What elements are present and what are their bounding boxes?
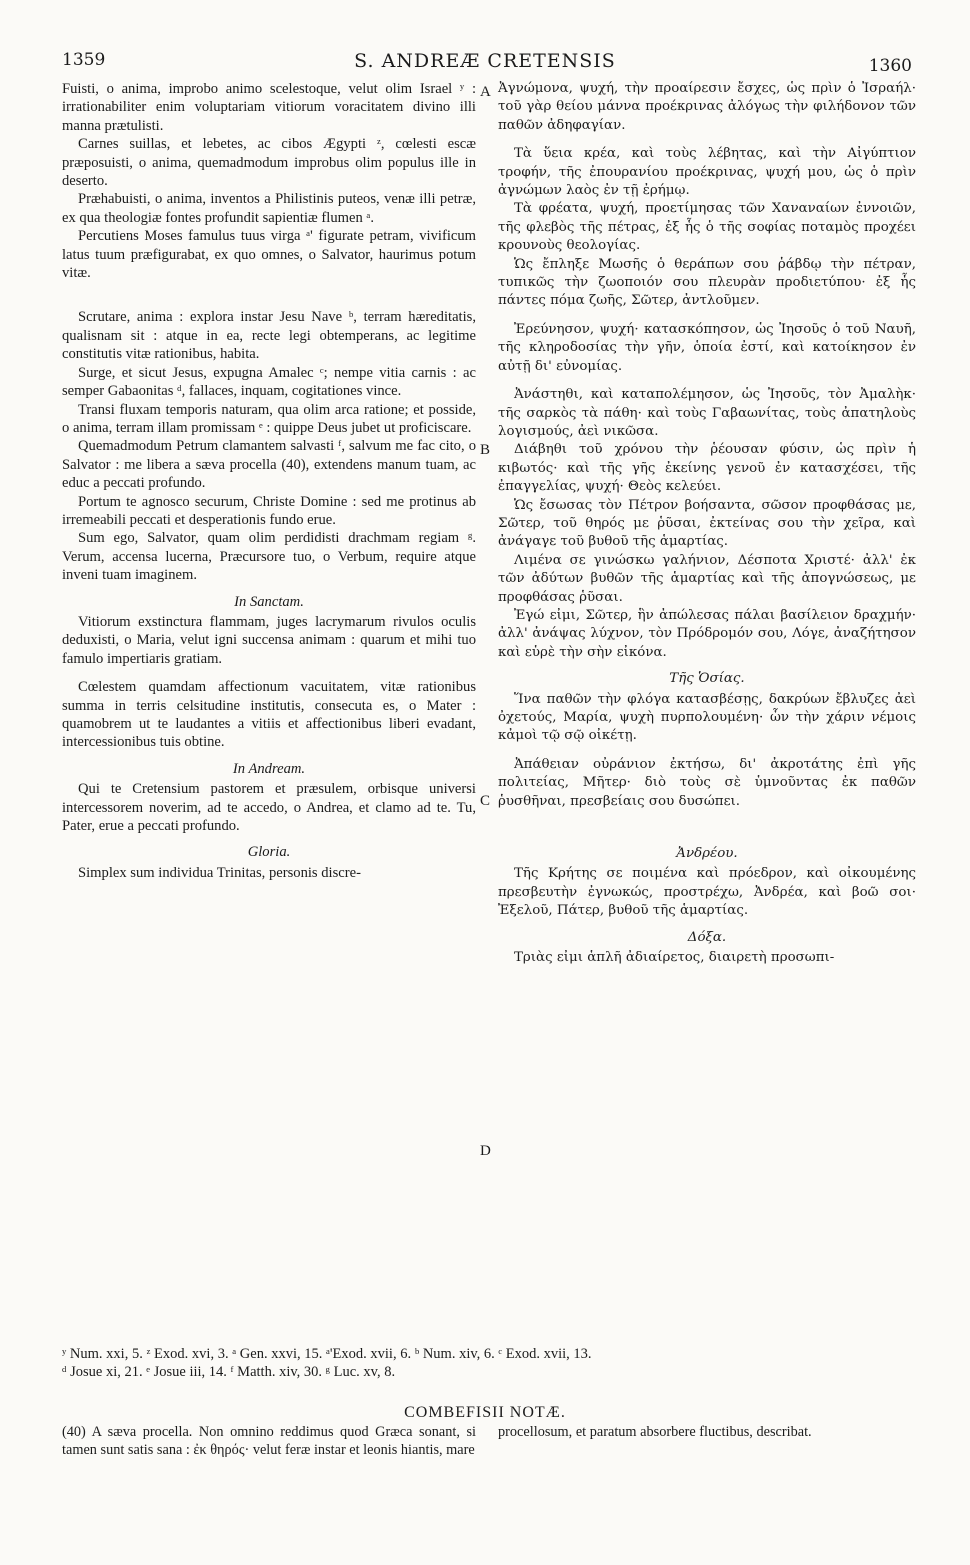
greek-paragraph: Ἐρεύνησον, ψυχή· κατασκόπησον, ὡς Ἰησοῦς ὁ τοῦ Ναυῆ, τῆς κληροδοσίας τὴν γῆν, ὁποία ἐστί, καὶ κατοίκησον ἐν αὐτῇ δι' εὐνομίας.	[498, 321, 916, 374]
latin-paragraph: Carnes suillas, et lebetes, ac cibos Ægypti ᶻ, cœlesti escæ præposuisti, o anima, quemadmodum improbus olim populus ille in deserto.	[62, 136, 476, 190]
greek-paragraph: Διάβηθι τοῦ χρόνου τὴν ῥέουσαν φύσιν, ὡς πρὶν ἡ κιβωτός· καὶ τῆς γῆς ἐκείνης γενοῦ ἐν κατασχέσει, τῆς ἐπαγγελίας, ψυχή· Θεὸς κελεύει.	[498, 442, 916, 495]
section-heading: Ἀνδρέου.	[676, 846, 738, 862]
note-text-right: procellosum, et paratum absorbere fluctibus, describat.	[498, 1424, 812, 1440]
latin-paragraph: Simplex sum individua Trinitas, personis discre-	[78, 864, 361, 881]
latin-column	[62, 80, 476, 882]
latin-paragraph: Vitiorum exstinctura flammam, juges lacrymarum rivulos oculis deduxisti, o Maria, velut igni succensa animam : quarum et mihi tuo famulo impertiaris gratiam.	[62, 613, 476, 667]
section-heading: Δόξα.	[687, 929, 727, 945]
greek-paragraph: Τὰ φρέατα, ψυχή, προετίμησας τῶν Χαναναίων ἐννοιῶν, τῆς φλεβὸς τῆς πέτρας, ἐξ ἧς ὁ τῆς σοφίας ποταμὸς προχέει κρουνοὺς θεολογίας.	[498, 201, 916, 254]
footnotes	[62, 1345, 922, 1381]
margin-letter-c: C	[480, 793, 491, 809]
latin-paragraph: Cœlestem quamdam affectionum vacuitatem, vitæ rationibus summa in terris celsitudine institutis, consecuta es, o Mater : quamobrem ut te laudantes a vitiis et affectionibus liberi evadant, intercessionibus tuis obtine.	[62, 679, 476, 751]
latin-paragraph: Portum te agnosco securum, Christe Domine : sed me protinus ab irremeabili peccati et desperationis fundo erue.	[62, 493, 476, 528]
section-heading: Τῆς Ὁσίας.	[669, 671, 745, 687]
section-heading: Gloria.	[247, 844, 291, 861]
latin-paragraph: Præhabuisti, o anima, inventos a Philistinis puteos, venæ illi petræ, ex qua theologiæ fontes profundit sapientiæ flumen ᵃ.	[62, 191, 476, 226]
margin-letter-d: D	[480, 1143, 491, 1159]
latin-paragraph: Qui te Cretensium pastorem et præsulem, orbisque universi intercessorem noverim, ad te accedo, o Andrea, et clamo ad te. Tu, Pater, erue a peccati profundo.	[62, 781, 476, 835]
greek-paragraph: Τῆς Κρήτης σε ποιμένα καὶ πρόεδρον, καὶ οἰκουμένης πρεσβευτὴν ἐγνωκώς, προστρέχω, Ἀνδρέα, καὶ βοῶ σοι· Ἐξελοῦ, Πάτερ, βυθοῦ τῆς ἁμαρτίας.	[498, 866, 916, 919]
footnote-line: ʸ Num. xxi, 5. ᶻ Exod. xvi, 3. ᵃ Gen. xxvi, 15. ᵃ'Exod. xvii, 6. ᵇ Num. xiv, 6. ᶜ Exod. xvii, 13.	[62, 1346, 592, 1362]
running-title: S. ANDREÆ CRETENSIS	[354, 50, 616, 72]
greek-paragraph: Ἐγώ εἰμι, Σῶτερ, ἣν ἀπώλεσας πάλαι βασίλειον δραχμήν· ἀλλ' ἀνάψας λύχνον, τὸν Πρόδρομόν σου, Λόγε, ἀναζήτησον καὶ εὑρὲ τὴν σὴν εἰκόνα.	[498, 607, 916, 660]
greek-paragraph: Τριὰς εἰμι ἁπλῆ ἀδιαίρετος, διαιρετὴ προσωπι-	[514, 950, 835, 966]
greek-column	[498, 80, 916, 967]
page-header	[0, 50, 970, 76]
greek-paragraph: Ἀγνώμονα, ψυχή, τὴν προαίρεσιν ἔσχες, ὡς πρὶν ὁ Ἰσραήλ· τοῦ γὰρ θείου μάννα προέκρινας ἀλόγως τὴν φιλήδονον τῶν παθῶν ἀδηφαγίαν.	[498, 81, 916, 133]
greek-paragraph: Τὰ ὕεια κρέα, καὶ τοὺς λέβητας, καὶ τὴν Αἰγύπτιον τροφήν, τῆς ἐπουρανίου προέκρινας, ψυχή μου, ὡς ὁ πρὶν ἀγνώμων λαὸς ἐν τῇ ἐρήμῳ.	[498, 146, 916, 199]
latin-paragraph: Scrutare, anima : explora instar Jesu Nave ᵇ, terram hæreditatis, qualisnam sit : atque in ea, recte legi obtemperans, ac legitime constitutis vitæ rationibus, habita.	[62, 309, 476, 363]
page-number-right: 1360	[868, 56, 912, 76]
latin-paragraph: Sum ego, Salvator, quam olim perdidisti drachmam regiam ᵍ. Verum, accensa lucerna, Præcursore tuo, o Verbum, require atque inveni tuam imaginem.	[62, 530, 476, 584]
greek-paragraph: Ὡς ἔπληξε Μωσῆς ὁ θεράπων σου ῥάβδῳ τὴν πέτραν, τυπικῶς τὴν ζωοποιόν σου πλευρὰν προδιετύπου· ἐξ ἧς πάντες πόμα ζωῆς, Σῶτερ, ἀντλοῦμεν.	[498, 256, 916, 309]
footnote-line: ᵈ Josue xi, 21. ᵉ Josue iii, 14. ᶠ Matth. xiv, 30. ᵍ Luc. xv, 8.	[62, 1364, 396, 1380]
page-number-left: 1359	[62, 50, 106, 70]
note-text-left: (40) A sæva procella. Non omnino reddimus quod Græca sonant, si tamen sunt satis sana : ἐκ θηρός· velut feræ instar et leonis hiantis, mare	[62, 1424, 476, 1458]
notes-title: COMBEFISII NOTÆ.	[404, 1404, 566, 1421]
section-heading: In Andream.	[232, 760, 306, 777]
latin-paragraph: Transi fluxam temporis naturam, qua olim arca ratione; et posside, o anima, terram illam promissam ᵉ : quippe Deus jubet ut proficiscare.	[62, 401, 476, 436]
greek-paragraph: Λιμένα σε γινώσκω γαλήνιον, Δέσποτα Χριστέ· ἀλλ' ἐκ τῶν ἀδύτων βυθῶν τῆς ἁμαρτίας καὶ τῆς ἀπογνώσεως, με προφθάσας ῥῦσαι.	[498, 552, 916, 605]
margin-letter-a: A	[480, 84, 491, 100]
latin-paragraph: Quemadmodum Petrum clamantem salvasti ᶠ, salvum me fac cito, o Salvator : me libera a sæva procella (40), extendens manum tuam, ac educ a peccati profundo.	[62, 438, 476, 492]
greek-paragraph: Ὡς ἔσωσας τὸν Πέτρον βοήσαντα, σῶσον προφθάσας με, Σῶτερ, τοῦ θηρός με ῥῦσαι, ἐκτείνας σου τὴν χεῖρα, καὶ ἀνάγαγε τοῦ βυθοῦ τῆς ἁμαρτίας.	[498, 497, 916, 550]
latin-paragraph: Surge, et sicut Jesus, expugna Amalec ᶜ; nempe vitia carnis : ac semper Gabaonitas ᵈ, fallaces, inquam, cogitationes vince.	[62, 364, 476, 400]
greek-paragraph: Ἀνάστηθι, καὶ καταπολέμησον, ὡς Ἰησοῦς, τὸν Ἀμαλὴκ· τῆς σαρκὸς τὰ πάθη· καὶ τοὺς Γαβαωνίτας, τοὺς ἀπατηλοὺς λογισμούς, ἀεὶ νικῶσα.	[498, 387, 916, 439]
latin-paragraph: Fuisti, o anima, improbo animo scelestoque, velut olim Israel ʸ : irrationabiliter enim voluptariam vitiorum voracitatem divino illi manna prætulisti.	[62, 81, 476, 134]
latin-paragraph: Percutiens Moses famulus tuus virga ᵃ' figurate petram, vivificum latus tuum præfigurabat, ex quo omnes, o Salvator, haurimus potum vitæ.	[62, 228, 476, 282]
greek-paragraph: Ἀπάθειαν οὐράνιον ἐκτήσω, δι' ἀκροτάτης ἐπὶ γῆς πολιτείας, Μῆτερ· διὸ τοὺς σὲ ὑμνοῦντας ἐκ παθῶν ῥυσθῆναι, πρεσβείαις σου δυσώπει.	[498, 756, 916, 809]
section-heading: In Sanctam.	[234, 593, 304, 610]
greek-paragraph: Ἵνα παθῶν τὴν φλόγα κατασβέσῃς, δακρύων ἔβλυζες ἀεὶ ὀχετούς, Μαρία, ψυχὴ πυρπολουμένη· ὧν τὴν χάριν νέμοις κἀμοὶ τῷ σῷ οἰκέτῃ.	[498, 691, 916, 744]
margin-letter-b: B	[480, 442, 491, 458]
